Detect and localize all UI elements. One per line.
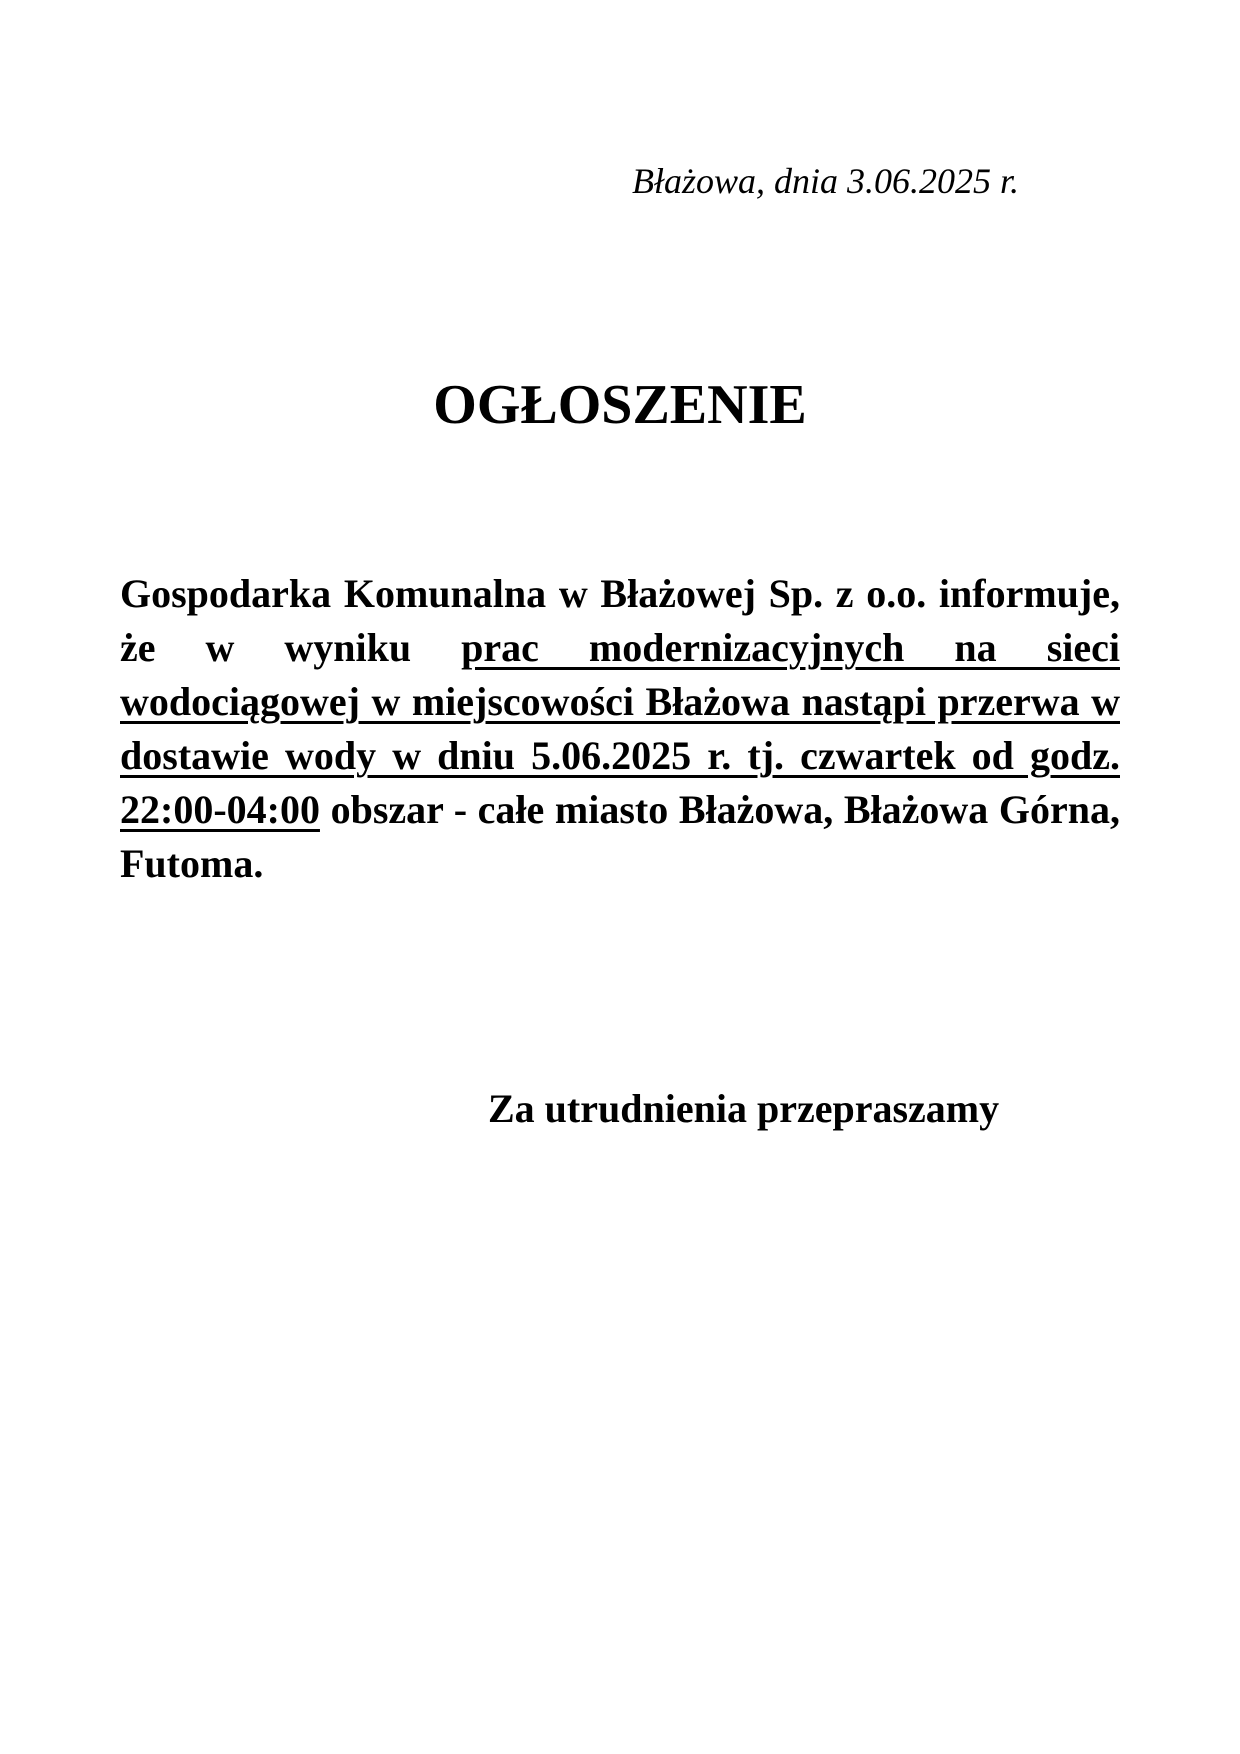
- announcement-affected-area: obszar - całe miasto Błażowa, Błażowa Górna, Futoma.: [120, 787, 1120, 886]
- announcement-underlined-details: prac modernizacyjnych na sieci wodociągowej w miejscowości Błażowa nastąpi przerwa w dostawie wody w dniu 5.06.2025 r. tj. czwartek od godz. 22:00-04:00: [120, 625, 1120, 832]
- announcement-intro: Gospodarka Komunalna w Błażowej Sp. z o.o. informuje, że w wyniku: [120, 571, 1120, 670]
- closing-apology: Za utrudnienia przepraszamy: [488, 1086, 1000, 1131]
- place-and-date: Błażowa, dnia 3.06.2025 r.: [632, 161, 1020, 201]
- announcement-body: [120, 567, 1120, 891]
- document-title: OGŁOSZENIE: [433, 374, 807, 436]
